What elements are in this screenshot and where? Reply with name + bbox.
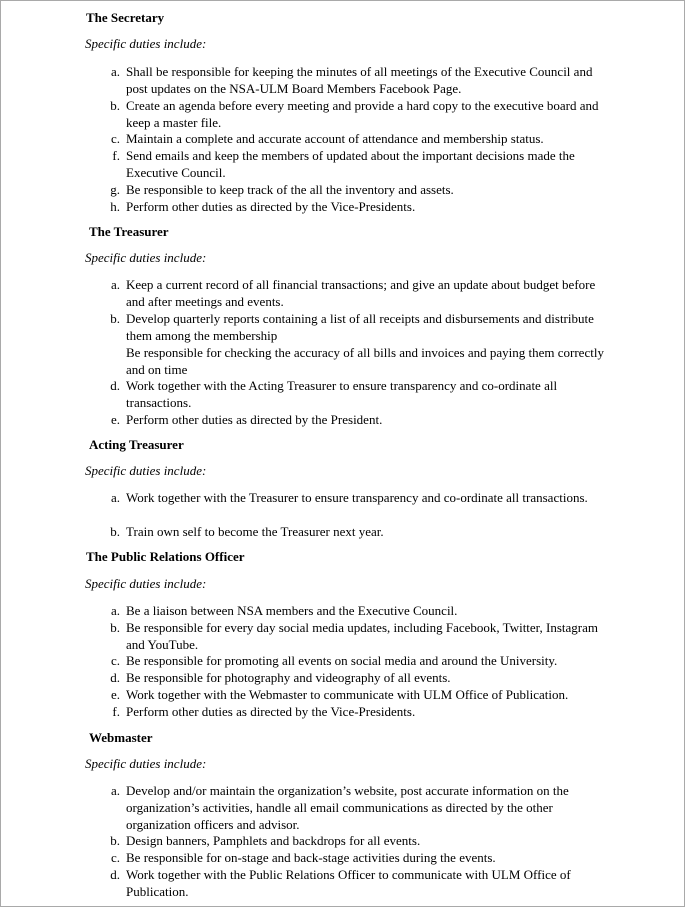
- list-item: [110, 181, 606, 198]
- list-item: [110, 849, 606, 866]
- list-item-text: Work together with the Acting Treasurer to ensure transparency and co-ordinate all transactions.: [126, 378, 558, 410]
- list-item: [110, 310, 606, 344]
- list-marker: a.: [110, 490, 120, 505]
- list-marker: c.: [110, 653, 120, 668]
- section-title-acting-treasurer: Acting Treasurer: [89, 437, 184, 452]
- section-title-public-relations: The Public Relations Officer: [86, 549, 245, 564]
- list-item-text: Work together with the Public Relations Officer to communicate with ULM Office of Publication.: [126, 867, 571, 899]
- section-subtitle-webmaster: Specific duties include:: [85, 756, 207, 771]
- list-item: [110, 669, 606, 686]
- list-marker: g.: [110, 182, 120, 197]
- list-marker: c.: [110, 850, 120, 865]
- list-item-text: Perform other duties as directed by the Vice-Presidents.: [126, 199, 416, 214]
- list-item-text: Be responsible for photography and videography of all events.: [126, 670, 451, 685]
- section-subtitle-treasurer: Specific duties include:: [85, 250, 207, 265]
- list-item: [110, 377, 606, 411]
- list-item: [110, 276, 606, 310]
- list-item: [112, 703, 606, 720]
- list-item-text: Be responsible for on-stage and back-stage activities during the events.: [126, 850, 496, 865]
- list-item: [110, 866, 606, 900]
- list-marker: b.: [110, 311, 120, 326]
- list-item: [110, 198, 606, 215]
- list-item: [110, 832, 606, 849]
- list-item: [110, 63, 606, 97]
- section-subtitle-public-relations: Specific duties include:: [85, 576, 207, 591]
- list-item-text: Be responsible to keep track of the all the inventory and assets.: [126, 182, 454, 197]
- list-item: [110, 602, 606, 619]
- list-marker: b.: [110, 524, 120, 539]
- list-item-text: Perform other duties as directed by the President.: [126, 412, 383, 427]
- section-title-treasurer: The Treasurer: [89, 224, 169, 239]
- list-marker: f.: [112, 148, 120, 163]
- list-item: [110, 411, 606, 428]
- list-item-text: Train own self to become the Treasurer next year.: [126, 524, 384, 539]
- list-item: [112, 147, 606, 181]
- list-item-text: Design banners, Pamphlets and backdrops for all events.: [126, 833, 421, 848]
- list-marker: a.: [110, 64, 120, 79]
- list-item-text: Create an agenda before every meeting and provide a hard copy to the executive board and keep a master file.: [126, 98, 599, 130]
- list-marker: e.: [110, 687, 120, 702]
- list-item-text: Keep a current record of all financial transactions; and give an update about budget before and after meetings and events.: [126, 277, 596, 309]
- list-marker: b.: [110, 98, 120, 113]
- list-item: [110, 619, 606, 653]
- section-subtitle-acting-treasurer: Specific duties include:: [85, 463, 207, 478]
- list-marker: e.: [110, 412, 120, 427]
- list-item-text: Shall be responsible for keeping the minutes of all meetings of the Executive Council and post updates on the NSA-ULM Board Members Facebook Page.: [126, 64, 593, 96]
- list-item: [110, 652, 606, 669]
- list-item: [110, 782, 606, 833]
- list-item-text: Be responsible for every day social media updates, including Facebook, Twitter, Instagram and YouTube.: [126, 620, 598, 652]
- list-marker: f.: [112, 704, 120, 719]
- list-marker: d.: [110, 670, 120, 685]
- list-marker: b.: [110, 833, 120, 848]
- section-title-webmaster: Webmaster: [89, 730, 153, 745]
- list-item: [110, 523, 606, 540]
- list-item-text: Maintain a complete and accurate account of attendance and membership status.: [126, 131, 544, 146]
- list-marker: a.: [110, 277, 120, 292]
- list-item-text: Send emails and keep the members of updated about the important decisions made the Executive Council.: [126, 148, 575, 180]
- list-item: [126, 344, 606, 378]
- list-item-text: Work together with the Webmaster to communicate with ULM Office of Publication.: [126, 687, 569, 702]
- list-marker: a.: [110, 783, 120, 798]
- list-item-text: Be a liaison between NSA members and the Executive Council.: [126, 603, 458, 618]
- list-marker: d.: [110, 867, 120, 882]
- list-marker: c.: [110, 131, 120, 146]
- list-item-text: Develop quarterly reports containing a list of all receipts and disbursements and distribute them among the membership: [126, 311, 594, 343]
- list-item: [110, 130, 606, 147]
- list-item-text: Be responsible for promoting all events on social media and around the University.: [126, 653, 558, 668]
- list-item-text: Work together with the Treasurer to ensure transparency and co-ordinate all transactions.: [126, 490, 588, 505]
- list-item: [110, 489, 606, 506]
- list-marker: d.: [110, 378, 120, 393]
- section-subtitle-secretary: Specific duties include:: [85, 36, 207, 51]
- list-item-text: Perform other duties as directed by the Vice-Presidents.: [126, 704, 416, 719]
- list-item: [110, 97, 606, 131]
- section-title-secretary: The Secretary: [86, 10, 165, 25]
- list-marker: a.: [110, 603, 120, 618]
- list-item-text: Develop and/or maintain the organization’s website, post accurate information on the organization’s activities, handle all email communications as directed by the other organization officers and advisor.: [126, 783, 569, 832]
- list-item: [110, 686, 606, 703]
- list-marker: h.: [110, 199, 120, 214]
- list-item-text: Be responsible for checking the accuracy of all bills and invoices and paying them correctly and on time: [126, 345, 604, 377]
- list-marker: b.: [110, 620, 120, 635]
